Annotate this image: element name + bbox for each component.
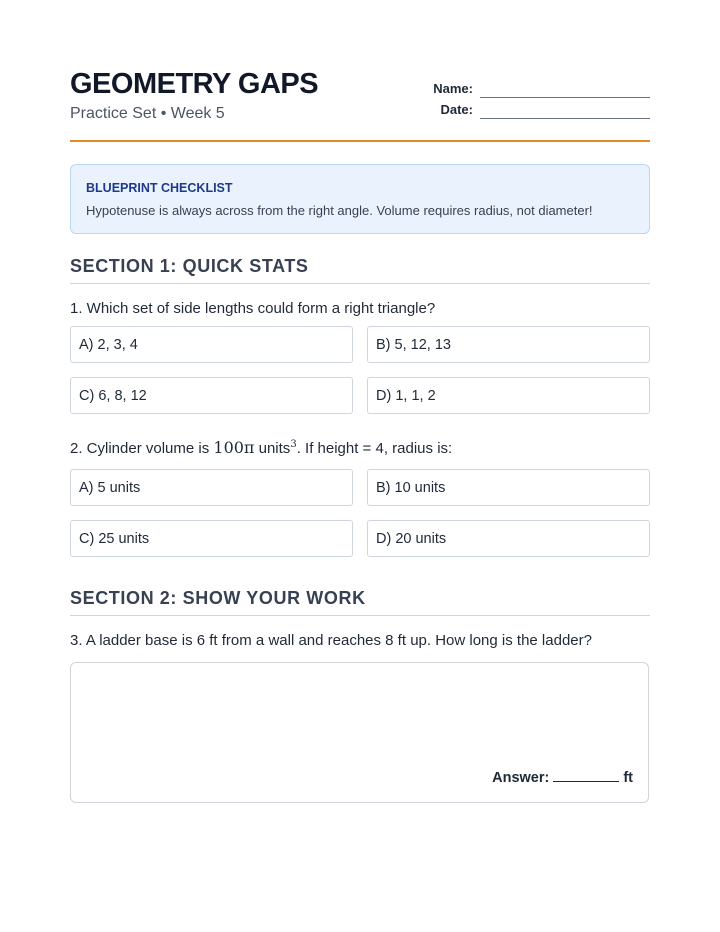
q1-option-b[interactable] — [367, 326, 650, 363]
question-1: 1. Which set of side lengths could form a right triangle? — [70, 300, 436, 317]
blueprint-callout — [70, 164, 650, 234]
q2-suffix: . If height = 4, radius is: — [296, 440, 453, 457]
answer-label: Answer: — [492, 770, 550, 786]
option-label: D) 1, 1, 2 — [376, 388, 436, 404]
answer-line — [492, 769, 633, 786]
q2-prefix: 2. Cylinder volume is — [70, 440, 214, 457]
name-label: Name: — [433, 81, 473, 96]
option-label: A) 2, 3, 4 — [79, 337, 138, 353]
option-label: A) 5 units — [79, 480, 141, 496]
option-label: B) 10 units — [376, 480, 446, 496]
header-divider — [70, 140, 650, 142]
callout-text: Hypotenuse is always across from the right angle. Volume requires radius, not diameter! — [86, 203, 593, 218]
q2-units: units — [254, 440, 291, 457]
q1-option-d[interactable] — [367, 377, 650, 414]
q2-option-c[interactable] — [70, 520, 353, 557]
work-area[interactable] — [70, 662, 649, 803]
q2-option-a[interactable] — [70, 469, 353, 506]
date-field — [433, 99, 650, 119]
section-1-divider — [70, 283, 650, 284]
worksheet-title: GEOMETRY GAPS — [70, 68, 319, 100]
date-label: Date: — [440, 102, 473, 117]
question-3: 3. A ladder base is 6 ft from a wall and reaches 8 ft up. How long is the ladder? — [70, 632, 592, 649]
worksheet-subtitle: Practice Set • Week 5 — [70, 105, 225, 122]
section-1-title: SECTION 1: QUICK STATS — [70, 256, 309, 276]
worksheet-header — [70, 68, 650, 128]
callout-title: BLUEPRINT CHECKLIST — [86, 181, 233, 195]
q2-exponent: 3 — [290, 439, 297, 450]
q2-option-d[interactable] — [367, 520, 650, 557]
option-label: D) 20 units — [376, 531, 447, 547]
option-label: C) 6, 8, 12 — [79, 388, 147, 404]
q2-option-b[interactable] — [367, 469, 650, 506]
name-blank-line[interactable] — [480, 97, 650, 98]
q2-volume-value: 100π — [213, 438, 255, 457]
section-2-divider — [70, 615, 650, 616]
answer-unit: ft — [623, 770, 633, 786]
option-label: C) 25 units — [79, 531, 150, 547]
option-label: B) 5, 12, 13 — [376, 337, 451, 353]
q1-option-c[interactable] — [70, 377, 353, 414]
answer-blank[interactable] — [553, 769, 619, 782]
question-2 — [70, 438, 452, 457]
name-field — [433, 78, 650, 98]
q1-option-a[interactable] — [70, 326, 353, 363]
date-blank-line[interactable] — [480, 118, 650, 119]
section-2-title: SECTION 2: SHOW YOUR WORK — [70, 588, 366, 608]
